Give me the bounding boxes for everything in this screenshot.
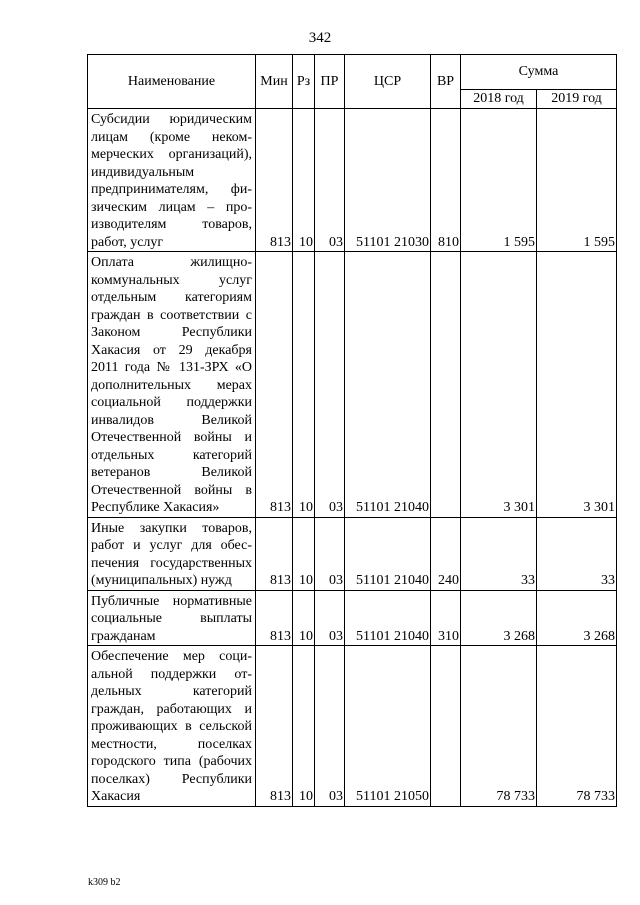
page-number: 342 <box>308 30 332 46</box>
row-2019: 3 301 <box>537 252 617 518</box>
row-min: 813 <box>256 646 293 807</box>
row-pr: 03 <box>315 252 345 518</box>
table-row <box>88 517 617 590</box>
row-rz: 10 <box>293 517 315 590</box>
row-2019: 1 595 <box>537 109 617 252</box>
header-sum: Сумма <box>461 55 617 90</box>
row-2019: 3 268 <box>537 590 617 646</box>
table-row <box>88 646 617 807</box>
row-min: 813 <box>256 517 293 590</box>
row-vr: 810 <box>431 109 461 252</box>
header-min: Мин <box>256 55 293 109</box>
row-pr: 03 <box>315 517 345 590</box>
row-vr: 310 <box>431 590 461 646</box>
row-pr: 03 <box>315 109 345 252</box>
header-pr: ПР <box>315 55 345 109</box>
row-vr <box>431 252 461 518</box>
header-name: Наименование <box>88 55 256 109</box>
row-min: 813 <box>256 590 293 646</box>
row-name: Оплата жилищно-коммунальных услуг отдельным категориям граждан в соответствии с Законом Республики Хакасия от 29 декабря 2011 года № 131-ЗРХ «О дополнительных мерах социальной поддержки инвалидов Великой Отечественной войны и отдельных категорий ветеранов Великой Отечественной войны в Республике Хакасия» <box>88 252 256 518</box>
header-csr: ЦСР <box>345 55 431 109</box>
header-row <box>88 55 617 90</box>
row-rz: 10 <box>293 646 315 807</box>
header-vr: ВР <box>431 55 461 109</box>
row-2018: 1 595 <box>461 109 537 252</box>
row-csr: 51101 21040 <box>345 590 431 646</box>
row-name: Публичные нормативные социальные выплаты гражданам <box>88 590 256 646</box>
row-2019: 33 <box>537 517 617 590</box>
row-2018: 33 <box>461 517 537 590</box>
row-2018: 78 733 <box>461 646 537 807</box>
row-name: Иные закупки товаров, работ и услуг для обеспечения государственных (муниципальных) нужд <box>88 517 256 590</box>
header-rz: Рз <box>293 55 315 109</box>
header-2019: 2019 год <box>537 89 617 108</box>
row-2018: 3 268 <box>461 590 537 646</box>
table-row <box>88 252 617 518</box>
row-pr: 03 <box>315 590 345 646</box>
row-min: 813 <box>256 109 293 252</box>
table-row <box>88 109 617 252</box>
row-2019: 78 733 <box>537 646 617 807</box>
row-name: Субсидии юридическим лицам (кроме некоммерческих организаций), индивидуальным предпринимателям, физическим лицам – производителям товаров, работ, услуг <box>88 109 256 252</box>
budget-table <box>87 54 617 807</box>
footer-code: k309 b2 <box>88 877 121 888</box>
row-csr: 51101 21040 <box>345 252 431 518</box>
row-name: Обеспечение мер социальной поддержки отдельных категорий граждан, работающих и проживающих в сельской местности, поселках городского типа (рабочих поселках) Республики Хакасия <box>88 646 256 807</box>
row-vr <box>431 646 461 807</box>
row-min: 813 <box>256 252 293 518</box>
row-rz: 10 <box>293 109 315 252</box>
row-2018: 3 301 <box>461 252 537 518</box>
table-row <box>88 590 617 646</box>
row-pr: 03 <box>315 646 345 807</box>
header-2018: 2018 год <box>461 89 537 108</box>
row-rz: 10 <box>293 590 315 646</box>
row-csr: 51101 21030 <box>345 109 431 252</box>
row-rz: 10 <box>293 252 315 518</box>
row-csr: 51101 21040 <box>345 517 431 590</box>
row-vr: 240 <box>431 517 461 590</box>
row-csr: 51101 21050 <box>345 646 431 807</box>
